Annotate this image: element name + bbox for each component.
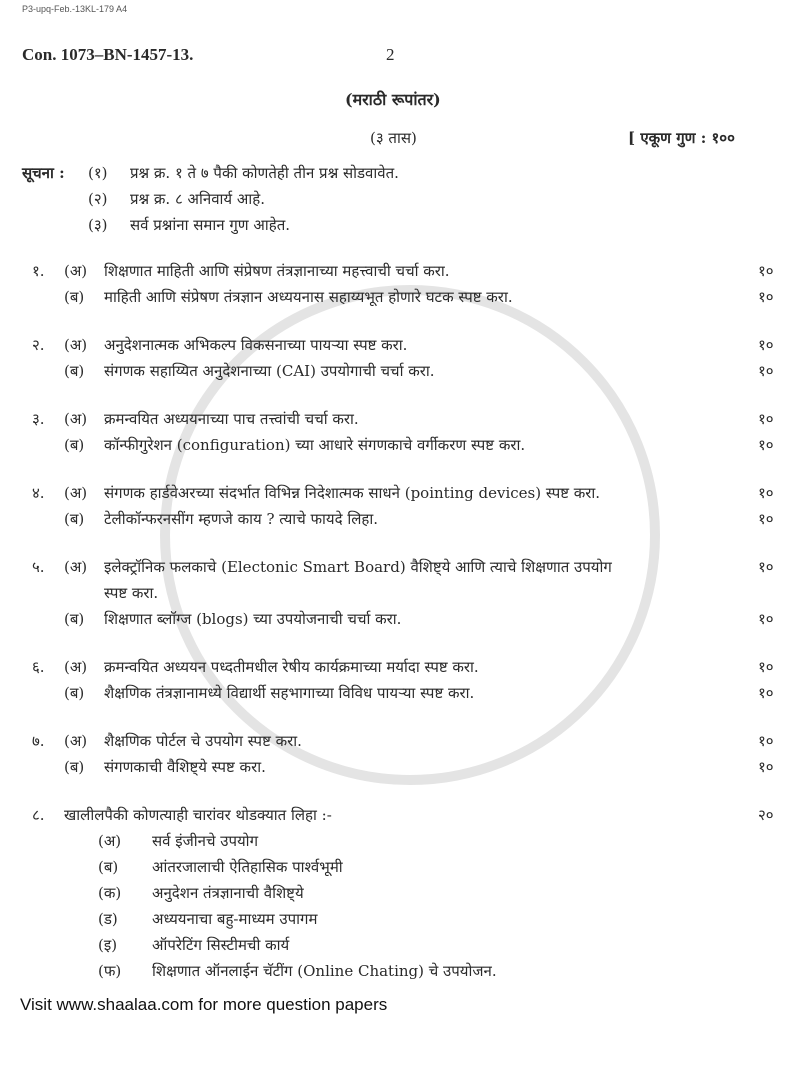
con-number: Con. 1073–BN-1457-13.: [22, 45, 194, 64]
sub-item-row: [0, 958, 800, 984]
instruction-text: प्रश्न क्र. १ ते ७ पैकी कोणतेही तीन प्रश्न सोडवावेत.: [130, 164, 399, 182]
question-text-wrap: [104, 506, 750, 532]
sub-item-text: शिक्षणात ऑनलाईन चॅटींग (Online Chating) चे उपयोजन.: [152, 962, 497, 980]
question-part-label: (ब): [64, 436, 85, 454]
question-marks: २०: [758, 806, 774, 824]
question-part-row: [0, 606, 800, 632]
sub-item-label: (ड): [98, 910, 118, 928]
question-text-wrap: [104, 432, 750, 458]
question-part-row: [0, 332, 800, 358]
question-text-wrap: [104, 728, 750, 754]
instruction-row: [0, 212, 800, 238]
question-text: खालीलपैकी कोणत्याही चारांवर थोडक्यात लिहा :-: [64, 806, 332, 824]
duration: (३ तास): [370, 129, 417, 147]
question-block: [0, 406, 800, 458]
question-text: इलेक्ट्रॉनिक फलकाचे (Electonic Smart Board) वैशिष्ट्ये आणि त्याचे शिक्षणात उपयोग: [104, 558, 612, 576]
sub-item-label: (इ): [98, 936, 118, 954]
question-text-continued: स्पष्ट करा.: [104, 584, 159, 602]
question-part-row: [0, 754, 800, 780]
question-part-row: [0, 728, 800, 754]
question-number: ६.: [32, 658, 45, 676]
question-part-label: (अ): [64, 558, 88, 576]
question-part-label: (ब): [64, 684, 85, 702]
sub-item-label: (अ): [98, 832, 122, 850]
question-number: ५.: [32, 558, 45, 576]
instruction-text: प्रश्न क्र. ८ अनिवार्य आहे.: [130, 190, 265, 208]
question-marks: १०: [758, 484, 774, 502]
question-text: शैक्षणिक तंत्रज्ञानामध्ये विद्यार्थी सहभागाच्या विविध पायऱ्या स्पष्ट करा.: [104, 684, 475, 702]
instruction-text: सर्व प्रश्नांना समान गुण आहेत.: [130, 216, 291, 234]
question-part-row: [0, 358, 800, 384]
question-marks: १०: [758, 758, 774, 776]
question-number: ४.: [32, 484, 45, 502]
question-text: टेलीकॉन्फरनसींग म्हणजे काय ? त्याचे फायदे लिहा.: [104, 510, 379, 528]
sub-item-row: [0, 828, 800, 854]
question-text: क्रमन्वयित अध्ययन पध्दतीमधील रेषीय कार्यक्रमाच्या मर्यादा स्पष्ट करा.: [104, 658, 479, 676]
question-part-row: [0, 432, 800, 458]
question-text-wrap: [104, 654, 750, 680]
question-part-label: (अ): [64, 658, 88, 676]
question-block: [0, 480, 800, 532]
question-part-row: [0, 406, 800, 432]
question-part-row: [0, 480, 800, 506]
question-text-wrap: [104, 258, 750, 284]
question-text-wrap: [104, 480, 750, 506]
sub-item-row: [0, 906, 800, 932]
question-text: कॉन्फीगुरेशन (configuration) च्या आधारे संगणकाचे वर्गीकरण स्पष्ट करा.: [104, 436, 526, 454]
question-block: [0, 728, 800, 780]
question-text-wrap: [104, 358, 750, 384]
instructions-label: सूचना :: [22, 164, 65, 182]
question-number: २.: [32, 336, 45, 354]
sub-item-text: अध्ययनाचा बहु-माध्यम उपागम: [152, 910, 318, 928]
question-text-wrap: [104, 406, 750, 432]
question-marks: १०: [758, 510, 774, 528]
instruction-row: [0, 186, 800, 212]
question-number: १.: [32, 262, 45, 280]
question-text: शिक्षणात माहिती आणि संप्रेषण तंत्रज्ञानाच्या महत्त्वाची चर्चा करा.: [104, 262, 450, 280]
question-part-label: (अ): [64, 336, 88, 354]
question-part-label: (अ): [64, 410, 88, 428]
question-text: अनुदेशनात्मक अभिकल्प विकसनाच्या पायऱ्या स्पष्ट करा.: [104, 336, 408, 354]
question-number: ७.: [32, 732, 45, 750]
questions: [0, 258, 800, 780]
question-marks: १०: [758, 288, 774, 306]
question-marks: १०: [758, 362, 774, 380]
question-marks: १०: [758, 436, 774, 454]
question-text: क्रमन्वयित अध्ययनाच्या पाच तत्त्वांची चर्चा करा.: [104, 410, 359, 428]
question-marks: १०: [758, 732, 774, 750]
question-block: [0, 654, 800, 706]
question-part-label: (ब): [64, 610, 85, 628]
question-marks: १०: [758, 410, 774, 428]
sub-item-row: [0, 880, 800, 906]
question-part-label: (अ): [64, 484, 88, 502]
instruction-row: [0, 160, 800, 186]
question-part-label: (ब): [64, 758, 85, 776]
question-marks: १०: [758, 684, 774, 702]
sub-item-text: अनुदेशन तंत्रज्ञानाची वैशिष्ट्ये: [152, 884, 304, 902]
question-part-row: [0, 654, 800, 680]
sub-item-label: (क): [98, 884, 122, 902]
question-part-label: (अ): [64, 732, 88, 750]
question-block: [0, 332, 800, 384]
question-text-wrap: [104, 680, 750, 706]
question-text-wrap: [104, 606, 750, 632]
question-part-row: [0, 680, 800, 706]
question-text: शैक्षणिक पोर्टल चे उपयोग स्पष्ट करा.: [104, 732, 302, 750]
instructions: [0, 160, 800, 238]
question-marks: १०: [758, 262, 774, 280]
question-number: ३.: [32, 410, 45, 428]
footer-link-text: Visit www.shaalaa.com for more question papers: [20, 995, 388, 1014]
question-paper-body: [0, 160, 800, 1016]
question-part-label: (ब): [64, 288, 85, 306]
question-part-label: (ब): [64, 510, 85, 528]
question-block: [0, 554, 800, 632]
question-8-row: [0, 802, 800, 828]
question-part-row: [0, 284, 800, 310]
question-block: [0, 258, 800, 310]
question-8: [0, 802, 800, 984]
question-number: ८.: [32, 806, 45, 824]
instruction-number: (२): [88, 190, 108, 208]
total-marks: [ एकूण गुण : १००: [628, 129, 735, 147]
page-number: 2: [386, 45, 395, 64]
sub-item-row: [0, 932, 800, 958]
sub-item-text: सर्व इंजीनचे उपयोग: [152, 832, 259, 850]
question-part-row: [0, 554, 800, 606]
question-marks: १०: [758, 658, 774, 676]
question-text-wrap: [104, 554, 750, 606]
question-text: संगणक सहाय्यित अनुदेशनाच्या (CAI) उपयोगाची चर्चा करा.: [104, 362, 435, 380]
question-part-label: (अ): [64, 262, 88, 280]
question-marks: १०: [758, 610, 774, 628]
sub-item-row: [0, 854, 800, 880]
instruction-number: (३): [88, 216, 108, 234]
question-text-wrap: [104, 332, 750, 358]
sub-item-label: (फ): [98, 962, 122, 980]
question-text: संगणकाची वैशिष्ट्ये स्पष्ट करा.: [104, 758, 266, 776]
version-title: (मराठी रूपांतर): [345, 90, 441, 109]
sub-item-label: (ब): [98, 858, 119, 876]
question-text: शिक्षणात ब्लॉग्ज (blogs) च्या उपयोजनाची चर्चा करा.: [104, 610, 402, 628]
question-text: संगणक हार्डवेअरच्या संदर्भात विभिन्न निदेशात्मक साधने (pointing devices) स्पष्ट करा.: [104, 484, 601, 502]
question-marks: १०: [758, 558, 774, 576]
instruction-number: (१): [88, 164, 108, 182]
paper-code: P3-upq-Feb.-13KL-179 A4: [22, 4, 128, 14]
question-part-row: [0, 258, 800, 284]
question-text-wrap: [104, 754, 750, 780]
question-text: माहिती आणि संप्रेषण तंत्रज्ञान अध्ययनास सहाय्यभूत होणारे घटक स्पष्ट करा.: [104, 288, 513, 306]
question-part-label: (ब): [64, 362, 85, 380]
question-text-wrap: [104, 284, 750, 310]
sub-item-text: ऑपरेटिंग सिस्टीमची कार्य: [152, 936, 290, 954]
sub-item-text: आंतरजालाची ऐतिहासिक पार्श्वभूमी: [152, 858, 343, 876]
question-part-row: [0, 506, 800, 532]
question-marks: १०: [758, 336, 774, 354]
